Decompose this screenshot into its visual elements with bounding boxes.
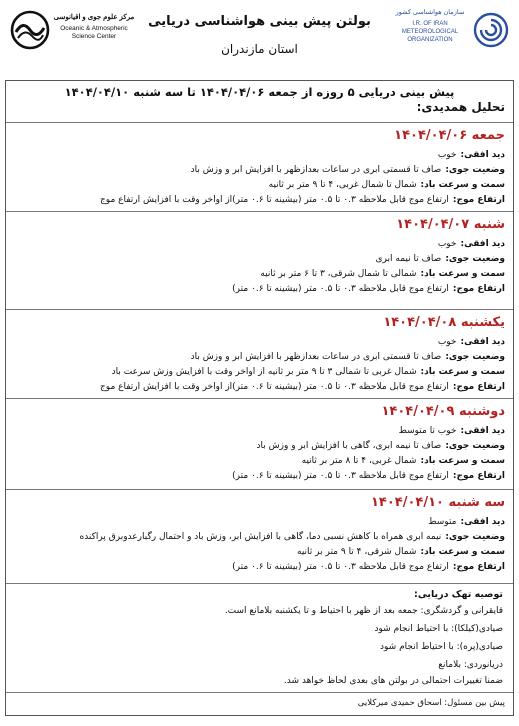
synoptic-analysis-label: تحلیل همدیدی: — [416, 100, 505, 114]
weather-label: وضعیت جوی: — [445, 254, 505, 264]
weather-value: صاف تا قسمتی ابری در ساعات بعدازظهر با افزایش ابر و وزش باد — [190, 165, 442, 175]
wave-value: ارتفاع موج قابل ملاحظه ۰.۳ تا ۰.۵ متر (بیشینه تا ۰.۶ متر) — [232, 471, 449, 481]
logo-right-en3: ORGANIZATION — [407, 37, 453, 43]
forecast-frame — [5, 80, 514, 716]
wave-value: ارتفاع موج قابل ملاحظه ۰.۳ تا ۰.۵ متر (بیشینه تا ۰.۶ متر)از اواخر وقت با افزایش ارتفاع موج — [100, 195, 449, 205]
logo-left-en1: Oceanic & Atmospheric — [60, 25, 128, 32]
forecast-day-3 — [6, 309, 513, 397]
wave-label: ارتفاع موج: — [452, 195, 505, 205]
wind-value: شمالی تا شمال شرقی، ۳ تا ۶ متر بر ثانیه — [260, 269, 417, 279]
weather-label: وضعیت جوی: — [445, 165, 505, 175]
advice-line: ضمنا تغییرات احتمالی در بولتن های بعدی لحاظ خواهد شد. — [283, 676, 503, 686]
visibility-label: دید افقی: — [460, 239, 505, 249]
wave-value: ارتفاع موج قابل ملاحظه ۰.۳ تا ۰.۵ متر (بیشینه تا ۰.۶ متر) — [232, 562, 449, 572]
wind-label: سمت و سرعت باد: — [420, 180, 505, 190]
day-date: شنبه ۱۴۰۴/۰۴/۰۷ — [396, 217, 505, 232]
advice-line: صیادی(کیلکا): با احتیاط انجام شود — [374, 624, 503, 634]
oasc-emblem-icon — [10, 10, 50, 50]
wave-label: ارتفاع موج: — [452, 471, 505, 481]
wind-value: شمال شرقی، ۴ تا ۹ متر بر ثانیه — [297, 547, 417, 557]
weather-label: وضعیت جوی: — [445, 441, 505, 451]
visibility-label: دید افقی: — [460, 517, 505, 527]
forecast-main-title: پیش بینی دریایی ۵ روزه از جمعه ۱۴۰۴/۰۴/۰۶ تا سه شنبه ۱۴۰۴/۰۴/۱۰ — [64, 85, 455, 99]
day-date: یکشنبه ۱۴۰۴/۰۴/۰۸ — [383, 315, 505, 330]
logo-right-fa: سازمان هواشناسی کشور — [395, 9, 465, 16]
weather-value: صاف تا قسمتی ابری در ساعات بعدازظهر با افزایش ابر و وزش باد — [190, 352, 442, 362]
advice-line: صیادی(پره): با احتیاط انجام شود — [380, 642, 503, 652]
bulletin-subtitle: استان مازندران — [221, 42, 298, 56]
visibility-label: دید افقی: — [460, 337, 505, 347]
advice-line: قایقرانی و گردشگری: جمعه بعد از ظهر با احتیاط و تا یکشنبه بلامانع است. — [224, 606, 503, 616]
wind-value: شمال غربی، ۴ تا ۸ متر بر ثانیه — [301, 456, 417, 466]
bulletin-header — [0, 0, 519, 72]
visibility-label: دید افقی: — [460, 426, 505, 436]
visibility-value: خوب — [437, 150, 457, 160]
weather-label: وضعیت جوی: — [445, 532, 505, 542]
wind-value: شمال تا شمال غربی، ۴ تا ۹ متر بر ثانیه — [268, 180, 417, 190]
forecast-day-1 — [6, 122, 513, 210]
wave-label: ارتفاع موج: — [452, 562, 505, 572]
visibility-value: متوسط — [428, 517, 457, 527]
marine-advice-section — [6, 583, 513, 694]
day-date: جمعه ۱۴۰۴/۰۴/۰۶ — [394, 128, 505, 143]
wind-value: شمال غربی تا شمالی ۳ تا ۹ متر بر ثانیه از اواخر وقت با افزایش وزش سرعت باد — [111, 367, 417, 377]
wind-label: سمت و سرعت باد: — [420, 367, 505, 377]
weather-value: صاف تا نیمه ابری — [375, 254, 442, 264]
wave-value: ارتفاع موج قابل ملاحظه ۰.۳ تا ۰.۵ متر (بیشینه تا ۰.۶ متر)از اواخر وقت با افزایش ارتفاع موج — [100, 382, 449, 392]
visibility-value: خوب — [437, 239, 457, 249]
day-date: دوشنبه ۱۴۰۴/۰۴/۰۹ — [381, 404, 505, 419]
visibility-value: خوب — [437, 337, 457, 347]
advice-line: دریانوردی: بلامانع — [438, 660, 503, 670]
oceanic-atmospheric-center-logo — [6, 8, 136, 68]
logo-right-en2: METEOROLOGICAL — [401, 29, 459, 35]
weather-label: وضعیت جوی: — [445, 352, 505, 362]
visibility-value: خوب تا متوسط — [398, 426, 457, 436]
wind-label: سمت و سرعت باد: — [420, 547, 505, 557]
day-date: سه شنبه ۱۴۰۴/۰۴/۱۰ — [371, 495, 505, 510]
wave-value: ارتفاع موج قابل ملاحظه ۰.۳ تا ۰.۵ متر (بیشینه تا ۰.۶ متر) — [232, 284, 449, 294]
bulletin-title: بولتن پیش بینی هواشناسی دریایی — [148, 14, 371, 29]
logo-left-en2: Science Center — [71, 33, 117, 40]
responsible-forecaster — [6, 692, 513, 715]
wind-label: سمت و سرعت باد: — [420, 456, 505, 466]
forecast-day-4 — [6, 398, 513, 488]
wind-label: سمت و سرعت باد: — [420, 269, 505, 279]
forecaster-name: پیش بین مسئول: اسحاق حمیدی میرکلایی — [357, 698, 505, 708]
advice-title: توصیه تهک دریایی: — [414, 589, 503, 600]
weather-value: صاف تا نیمه ابری، گاهی با افزایش ابر و وزش باد — [256, 441, 442, 451]
visibility-label: دید افقی: — [460, 150, 505, 160]
wave-label: ارتفاع موج: — [452, 382, 505, 392]
forecast-day-2 — [6, 211, 513, 308]
weather-value: نیمه ابری همراه با کاهش نسبی دما، گاهی با افزایش ابر، وزش باد و احتمال رگبارعدوبرق پراکنده — [79, 532, 442, 542]
forecast-day-5 — [6, 489, 513, 582]
wave-label: ارتفاع موج: — [452, 284, 505, 294]
logo-right-en1: I.R. OF IRAN — [412, 21, 448, 27]
logo-left-fa: مرکز علوم جوی و اقیانوسی — [53, 14, 135, 21]
